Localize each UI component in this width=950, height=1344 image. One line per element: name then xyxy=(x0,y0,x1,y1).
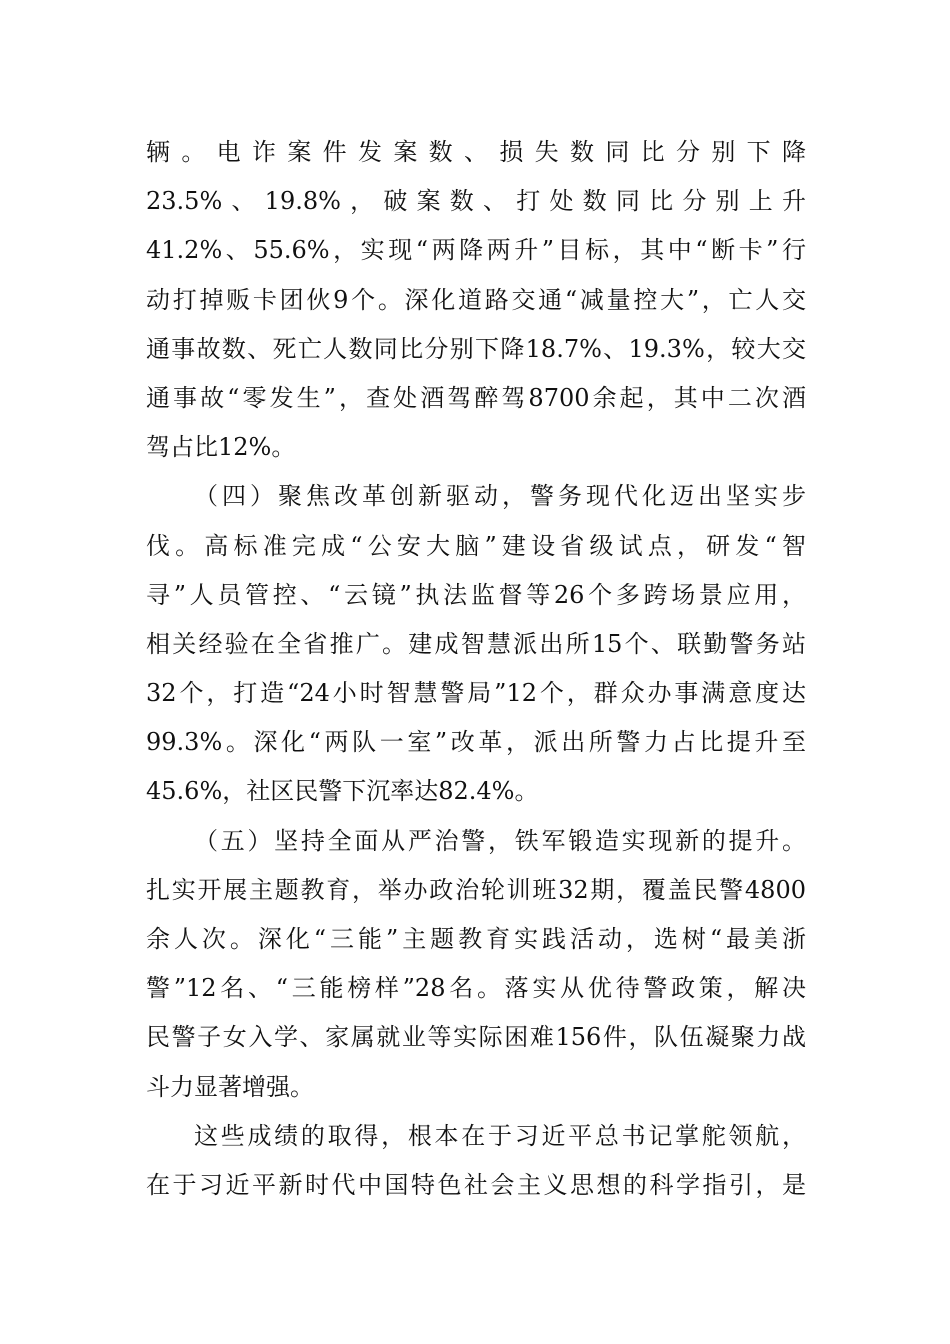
text-line: 通事故数、死亡人数同比分别下降18.7%、19.3%，较大交 xyxy=(146,334,806,363)
body-text xyxy=(146,128,806,1210)
text-line: 辆。电诈案件发案数、损失数同比分别下降 xyxy=(146,138,806,166)
text-line: 驾占比12%。 xyxy=(146,433,296,462)
text-line: 动打掉贩卡团伙9个。深化道路交通“减量控大”，亡人交 xyxy=(146,285,806,314)
text-line: 23.5%、19.8%，破案数、打处数同比分别上升 xyxy=(146,187,806,216)
text-line: 在于习近平新时代中国特色社会主义思想的科学指引，是 xyxy=(146,1170,806,1199)
text-line: 伐。高标准完成“公安大脑”建设省级试点，研发“智 xyxy=(146,531,806,560)
text-line: 41.2%、55.6%，实现“两降两升”目标，其中“断卡”行 xyxy=(146,236,806,265)
text-line: 扎实开展主题教育，举办政治轮训班32期，覆盖民警4800 xyxy=(146,875,806,904)
section-heading-four: （四）聚焦改革创新驱动，警务现代化迈出坚实步 xyxy=(194,482,806,511)
text-line: 相关经验在全省推广。建成智慧派出所15个、联勤警务站 xyxy=(146,629,806,658)
section-heading-five: （五）坚持全面从严治警，铁军锻造实现新的提升。 xyxy=(194,826,806,855)
text-line: 民警子女入学、家属就业等实际困难156件，队伍凝聚力战 xyxy=(146,1023,806,1052)
text-line: 警”12名、“三能榜样”28名。落实从优待警政策，解决 xyxy=(146,974,806,1003)
text-line: 斗力显著增强。 xyxy=(146,1072,314,1101)
text-line: 99.3%。深化“两队一室”改革，派出所警力占比提升至 xyxy=(146,728,806,757)
text-line: 寻”人员管控、“云镜”执法监督等26个多跨场景应用， xyxy=(146,580,806,609)
text-line: 余人次。深化“三能”主题教育实践活动，选树“最美浙 xyxy=(146,925,806,953)
text-line: 32个，打造“24小时智慧警局”12个，群众办事满意度达 xyxy=(146,679,806,708)
paragraph-first-line: 这些成绩的取得，根本在于习近平总书记掌舵领航， xyxy=(194,1121,806,1150)
text-line: 45.6%，社区民警下沉率达82.4%。 xyxy=(146,777,539,806)
text-line: 通事故“零发生”，查处酒驾醉驾8700余起，其中二次酒 xyxy=(146,383,806,412)
